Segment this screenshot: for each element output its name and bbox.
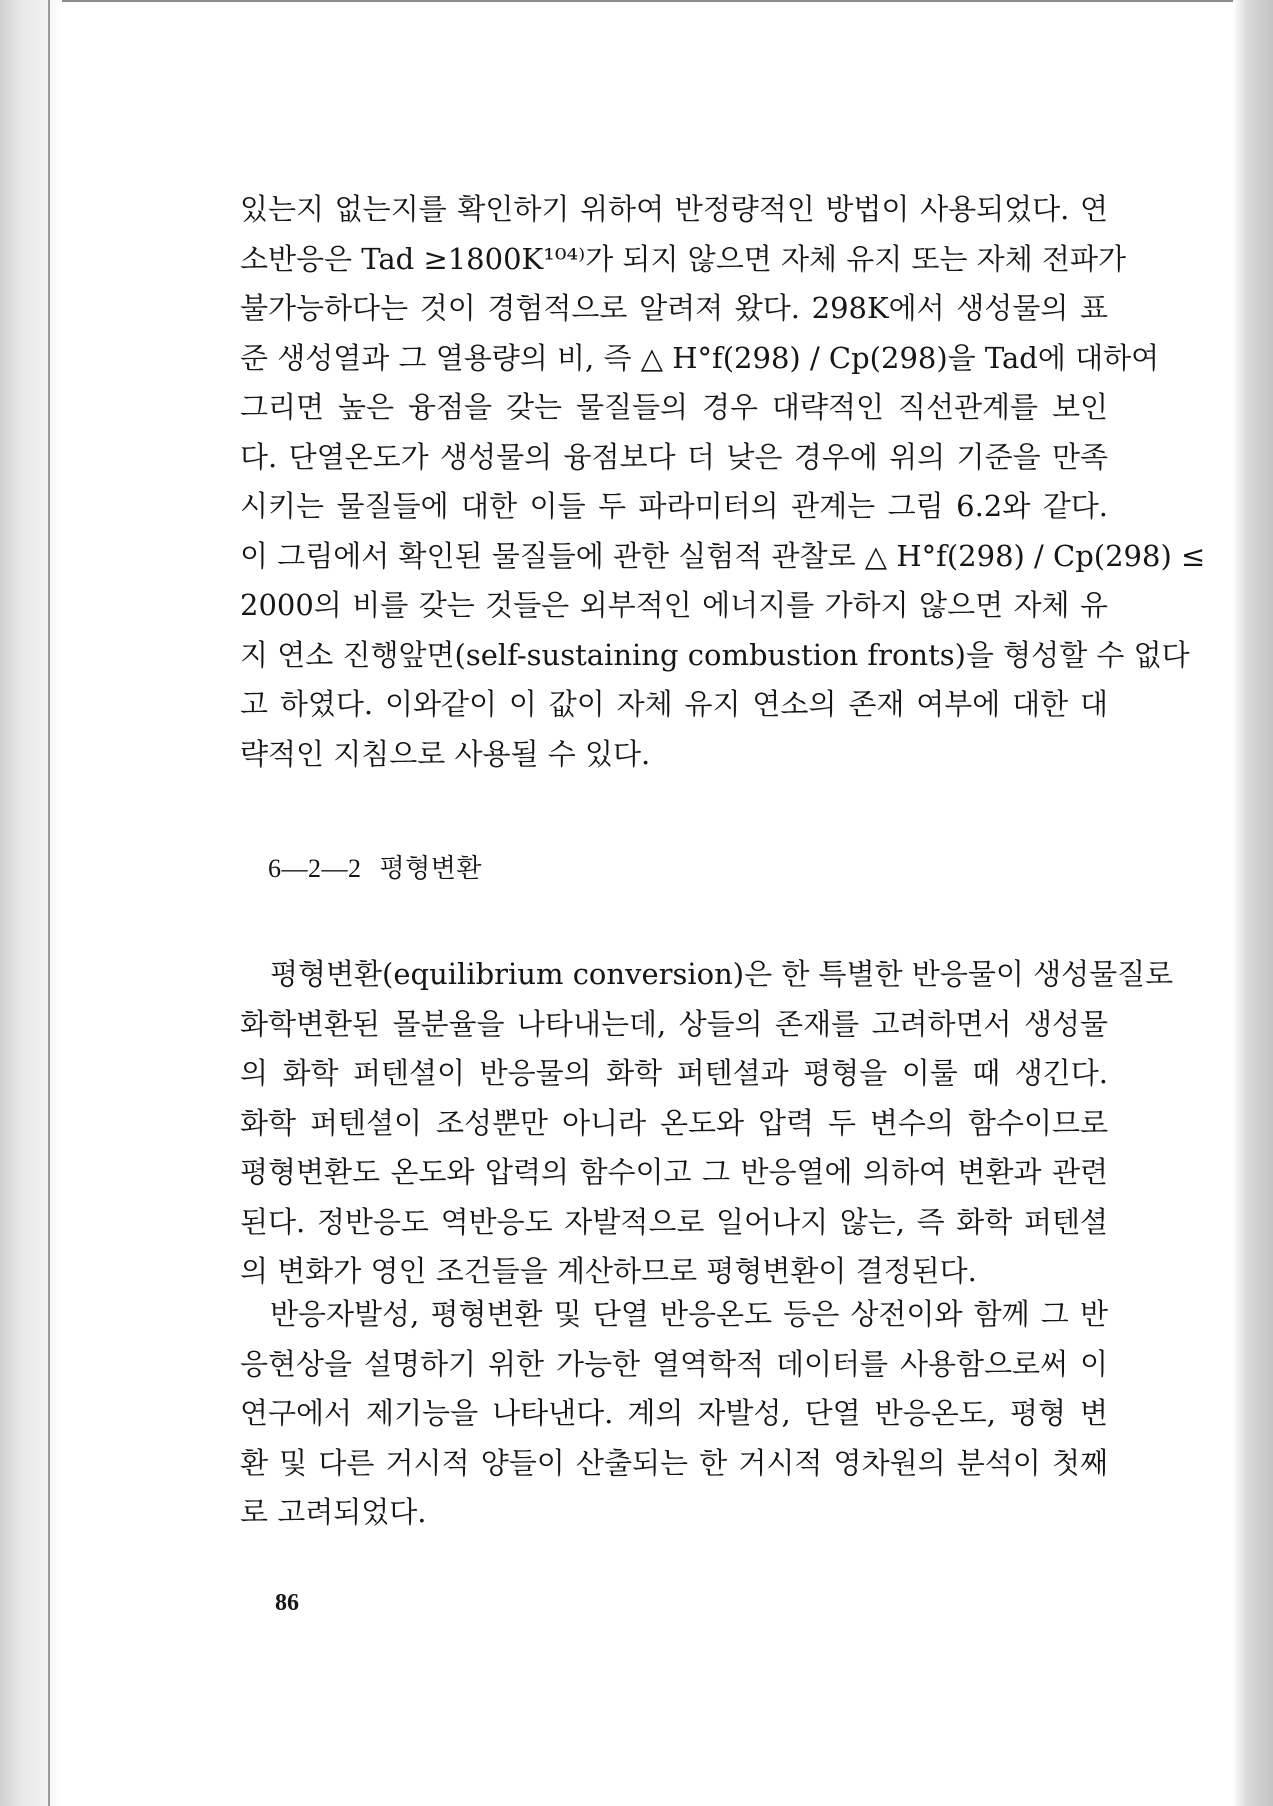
text-line: 2000의 비를 갖는 것들은 외부적인 에너지를 가하지 않으면 자체 유 [240, 588, 1108, 622]
section-number: 6—2—2 [268, 854, 362, 883]
text-line: 준 생성열과 그 열용량의 비, 즉 △ H°f(298) / Cp(298)을 Tad에 대하여 [240, 340, 1160, 375]
text-line: 략적인 지침으로 사용될 수 있다. [240, 736, 651, 771]
paragraph-1 [240, 185, 1206, 779]
text-line: 화학변환된 몰분율을 나타내는데, 상들의 존재를 고려하면서 생성물 [240, 1006, 1108, 1041]
page-right-edge-shadow [1233, 0, 1273, 1806]
paragraph-2 [240, 950, 1174, 1297]
text-line: 의 변화가 영인 조건들을 계산하므로 평형변환이 결정된다. [240, 1254, 977, 1288]
text-line: 소반응은 Tad ≥1800K¹⁰⁴⁾가 되지 않으면 자체 유지 또는 자체 전파가 [240, 241, 1126, 276]
text-line: 시키는 물질들에 대한 이들 두 파라미터의 관계는 그림 6.2와 같다. [240, 489, 1108, 523]
text-line: 된다. 정반응도 역반응도 자발적으로 일어나지 않는, 즉 화학 퍼텐셜 [240, 1204, 1108, 1239]
text-line: 의 화학 퍼텐셜이 반응물의 화학 퍼텐셜과 평형을 이룰 때 생긴다. [240, 1056, 1108, 1090]
text-line: 지 연소 진행앞면(self-sustaining combustion fronts)을 형성할 수 없다 [240, 637, 1190, 672]
page-number: 86 [275, 1590, 299, 1616]
text-line: 이 그림에서 확인된 물질들에 관한 실험적 관찰로 △ H°f(298) / Cp(298) ≤ [240, 538, 1206, 573]
text-line: 있는지 없는지를 확인하기 위하여 반정량적인 방법이 사용되었다. 연 [240, 192, 1108, 226]
section-title: 평형변환 [379, 854, 482, 884]
section-heading [268, 848, 482, 885]
page-binding-line [48, 0, 50, 1806]
text-line: 평형변환(equilibrium conversion)은 한 특별한 반응물이 생성물질로 [270, 957, 1174, 991]
text-line: 응현상을 설명하기 위한 가능한 열역학적 데이터를 사용함으로써 이 [240, 1346, 1108, 1381]
text-line: 다. 단열온도가 생성물의 융점보다 더 낮은 경우에 위의 기준을 만족 [240, 439, 1108, 474]
text-line: 화학 퍼텐셜이 조성뿐만 아니라 온도와 압력 두 변수의 함수이므로 [240, 1105, 1108, 1140]
text-line: 불가능하다는 것이 경험적으로 알려져 왔다. 298K에서 생성물의 표 [240, 291, 1108, 325]
text-line: 로 고려되었다. [240, 1495, 427, 1529]
text-line: 고 하였다. 이와같이 이 값이 자체 유지 연소의 존재 여부에 대한 대 [240, 687, 1108, 721]
text-line: 반응자발성, 평형변환 및 단열 반응온도 등은 상전이와 함께 그 반 [270, 1297, 1108, 1331]
text-line: 연구에서 제기능을 나타낸다. 계의 자발성, 단열 반응온도, 평형 변 [240, 1396, 1108, 1430]
paragraph-3 [240, 1290, 1108, 1538]
text-line: 평형변환도 온도와 압력의 함수이고 그 반응열에 의하여 변환과 관련 [240, 1155, 1108, 1189]
page-left-edge-shadow [0, 0, 62, 1806]
text-line: 환 및 다른 거시적 양들이 산출되는 한 거시적 영차원의 분석이 첫째 [240, 1445, 1108, 1480]
text-line: 그리면 높은 융점을 갖는 물질들의 경우 대략적인 직선관계를 보인 [240, 390, 1108, 424]
